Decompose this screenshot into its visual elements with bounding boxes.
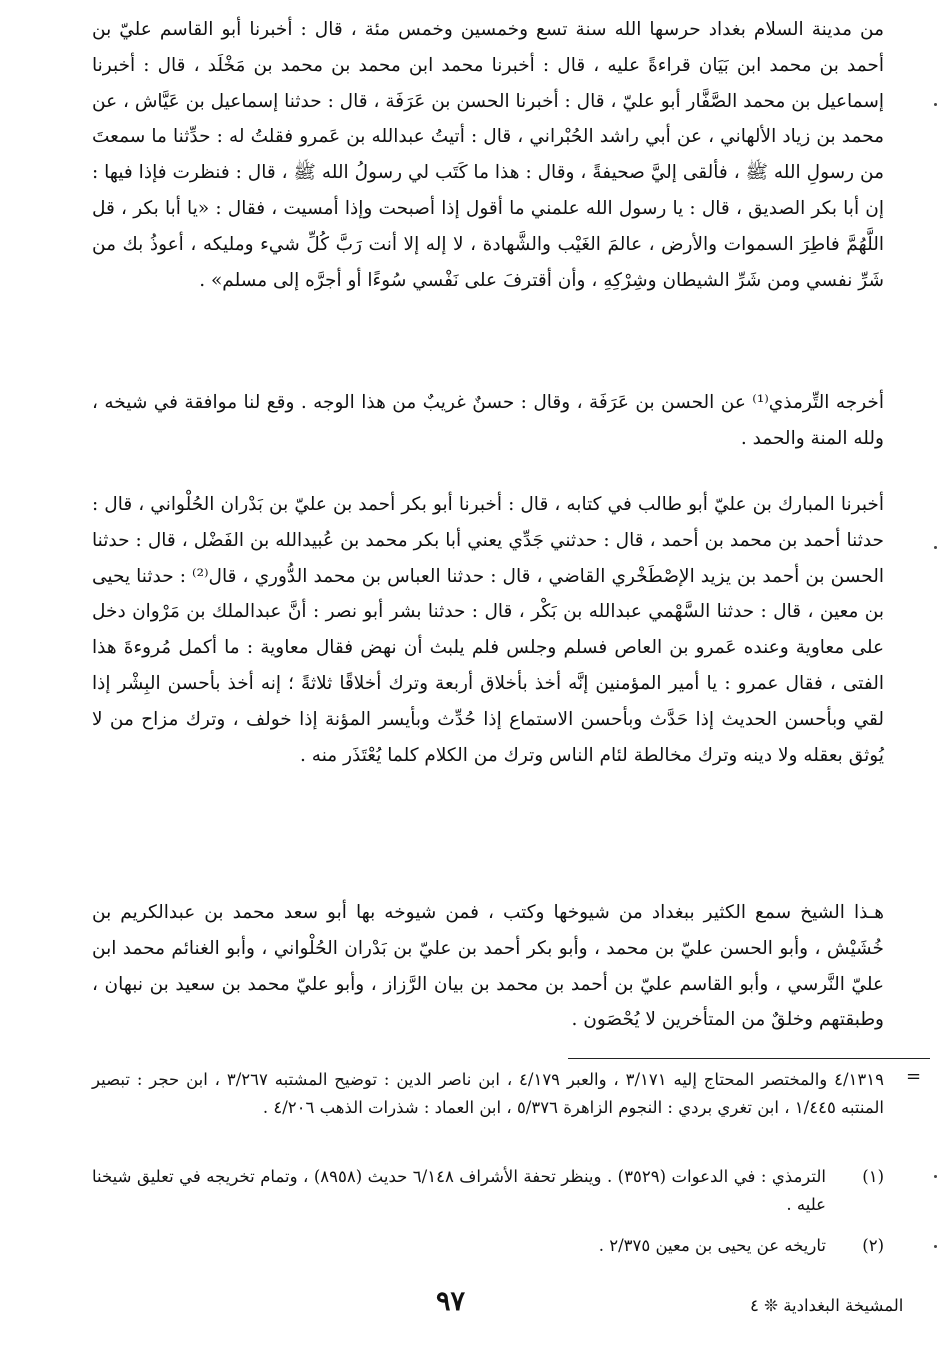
footnote-marker: (١) [862,1167,884,1186]
footnote-text: تاريخه عن يحيى بن معين ٢/٣٧٥ . [598,1236,826,1255]
paragraph-shaykh-bio: هـذا الشيخ سمع الكثير ببغداد من شيوخها وكتب ، فمن شيوخه بها أبو سعد محمد بن عبدالكريم بن خُشَيْش ، وأبو الحسن عليّ بن محمد ، وأبو بكر أحمد بن عليّ بن بَدْران الحُلْواني ، وأبو الغنائم محمد ابن عليّ النَّرسي ، وأبو القاسم عليّ بن أحمد بن محمد بن بيان الرَّزاز ، وأبو عليّ محمد بن سعيد بن نبهان ، وطبقتهم وخلقٌ من المتأخرين لا يُحْصَون . [92,902,884,1031]
margin-dot [934,1245,937,1248]
footnote-continuation: ٤/١٣١٩ والمختصر المحتاج إليه ٣/١٧١ ، والعبر ٤/١٧٩ ، ابن ناصر الدين : توضيح المشتبه ٣/٢٦٧ ، ابن حجر : تبصير المنتبه ١/٤٤٥ ، ابن تغري بردي : النجوم الزاهرة ٥/٣٧٦ ، ابن العماد : شذرات الذهب ٤/٢٠٦ . [92,1070,885,1117]
footnote [92,1163,884,1219]
footnote-marker: (٢) [862,1236,884,1255]
margin-dot [934,1175,937,1178]
footnote [92,1232,884,1260]
paragraph-hadith-chain: من مدينة السلام بغداد حرسها الله سنة تسع وخمسين وخمس مئة ، قال : أخبرنا أبو القاسم عليّ بن أحمد بن محمد ابن بَيَان قراءةً عليه ، قال : أخبرنا محمد ابن محمد بن محمد بن مَخْلَد ، قال : أخبرنا إسماعيل بن محمد الصَّفَّار أبو عليّ ، قال : أخبرنا الحسن بن عَرَفَة ، قال : حدثنا إسماعيل بن عَيَّاش ، عن محمد بن زياد الألهاني ، عن أبي راشد الحُبْراني ، قال : أتيتُ عبدالله بن عَمرو فقلتُ له : حدِّثنا ما سمعتَ من رسولِ الله ﷺ ، فألقى إليَّ صحيفةً ، وقال : هذا ما كَتَب لي رسولُ الله ﷺ ، قال : فنظرت فإذا فيها : إن أبا بكر الصديق ، قال : يا رسول الله علمني ما أقول إذا أصبحت وإذا أمسيت ، فقال : «يا أبا بكر ، قل اللَّهُمَّ فاطِرَ السموات والأرض ، عالمَ الغَيْب والشَّهادة ، لا إله إلا أنت رَبَّ كُلِّ شيء ومليكه ، أعوذُ بك من شَرِّ نفسي ومن شَرِّ الشيطان وشِرْكِهِ ، وأن أقترفَ على نَفْسي سُوءًا أو أجرَّه إلى مسلم» . [92,19,884,291]
paragraph-takhrij: أخرجه التِّرمذي⁽¹⁾ عن الحسن بن عَرَفَة ، وقال : حسنٌ غريبٌ من هذا الوجه . وقع لنا موافقة في شيخه ، ولله المنة والحمد . [92,392,884,449]
running-title: المشيخة البغدادية ❊ ٤ [750,1296,904,1315]
margin-dot [934,546,937,549]
page-number: ٩٧ [436,1286,466,1317]
footnote-text: الترمذي : في الدعوات (٣٥٢٩) . وينظر تحفة الأشراف ٦/١٤٨ حديث (٨٩٥٨) ، وتمام تخريجه في تعليق شيخنا عليه . [92,1167,826,1214]
footnote-separator [568,1058,930,1059]
paragraph-muawiya-report: أخبرنا المبارك بن عليّ أبو طالب في كتابه ، قال : أخبرنا أبو بكر أحمد بن عليّ بن بَدْران الحُلْواني ، قال : حدثنا أحمد بن محمد بن أحمد ، قال : حدثني جَدِّي يعني أبا بكر محمد بن عُبيدالله بن الفَضْل ، قال : حدثنا الحسن بن أحمد بن يزيد الإصْطَخْري القاضي ، قال : حدثنا العباس بن محمد الدُّوري ، قال⁽²⁾ : حدثنا يحيى بن معين ، قال : حدثنا السَّهْمي عبدالله بن بَكْر ، قال : حدثنا بشر أبو نصر : أنَّ عبدالملك بن مَرْوان دخل على معاوية وعنده عَمرو بن العاص فسلم وجلس فلم يلبث أن نهض فقال معاوية : ما أكمل مُروءةَ هذا الفتى ، فقال عمرو : يا أمير المؤمنين إنَّه أخذ بأخلاق أربعة وترك أخلاقًا ثلاثةً ؛ إنه أخذ بأحسن البِشْر إذا لقي وبأحسن الحديث إذا حَدَّث وبأحسن الاستماع إذا حُدِّث وبأيسر المؤنة إذا خولف ، وترك مزاح من لا يُوثق بعقله ولا دينه وترك مخالطة لئام الناس وترك من الكلام كلما يُعْتَذَر منه . [92,494,884,766]
margin-dot [934,103,937,106]
footnote-continuation-mark: = [906,1066,922,1087]
